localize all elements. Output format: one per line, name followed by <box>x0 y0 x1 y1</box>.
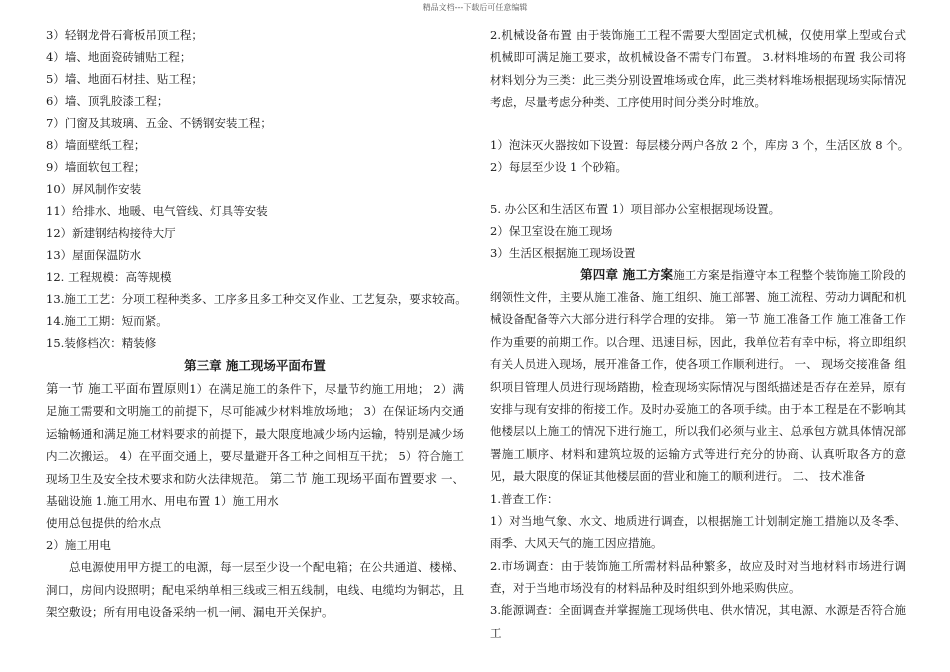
survey-item: 2.市场调查：由于装饰施工所需材料品种繁多，故应及时对当地材料市场进行调查，对于当地市场没有的材料品种及时组织到外地采购供应。 <box>490 558 906 595</box>
chapter-4-block <box>490 264 906 488</box>
list-item: 5）墙、地面石材挂、贴工程； <box>46 72 203 86</box>
office-item: 3）生活区根据施工现场设置 <box>490 245 636 260</box>
list-item: 14.施工工期：短而紧。 <box>46 314 168 328</box>
list-item: 6）墙、顶乳胶漆工程； <box>46 94 169 108</box>
list-item: 13.施工工艺：分项工程种类多、工序多且多工种交叉作业、工艺复杂，要求较高。 <box>46 292 467 306</box>
right-column <box>490 24 910 644</box>
fire-item: 2）每层至少设 1 个砂箱。 <box>490 159 627 174</box>
list-item: 12. 工程规模：高等规模 <box>46 270 172 284</box>
power-body: 总电源使用甲方提工的电源，每一层至少设一个配电箱；在公共通道、楼梯、洞口，房间内设照明；配电采纳单相三线或三相五线制，电线、电缆均为铜芯，且架空敷设；所有用电设备采纳一机一闸、漏电开关保护。 <box>46 560 464 620</box>
survey-item: 1）对当地气象、水文、地质进行调查，以根据施工计划制定施工措施以及冬季、雨季、大风天气的施工因应措施。 <box>490 513 906 551</box>
left-column <box>46 24 467 624</box>
survey-title: 1.普查工作： <box>490 491 559 506</box>
page-header: 精品文档---下载后可任意编辑 <box>422 3 528 12</box>
list-item: 3）轻钢龙骨石膏板吊顶工程； <box>46 28 203 42</box>
list-item: 12）新建钢结构接待大厅 <box>46 226 176 240</box>
list-item: 10）屏风制作安装 <box>46 182 142 196</box>
list-item: 9）墙面软包工程； <box>46 160 146 174</box>
equipment-paragraph: 2.机械设备布置 由于装饰施工工程不需要大型固定式机械，仅使用掌上型或台式机械即可满足施工要求，故机械设备不需专门布置。 3.材料堆场的布置 我公司将材料划分为三类：此三类分别设置堆场或仓库，此三类材料堆场根据现场实际情况考虑，尽量考虑分种类、工序使用时间分类分时堆放。 <box>490 28 906 110</box>
list-item: 7）门窗及其玻璃、五金、不锈钢安装工程； <box>46 116 272 130</box>
section-1-body: 1）在满足施工的条件下，尽量节约施工用地； 2）满足施工需要和文明施工的前提下，尽可能减少材料堆放场地； 3）在保证场内交通运输畅通和满足施工材料要求的前提下，最大限度地减少场内运输，特别是减少场内二次搬运。 4）在平面交通上，要尽量避开各工种之间相互干扰； 5）符合施工现场卫生及安全技术要求和防火法律规范。 <box>46 382 464 486</box>
list-item: 15.装修档次：精装修 <box>46 336 157 350</box>
office-item: 5. 办公区和生活区布置 1）项目部办公室根据现场设置。 <box>490 201 781 216</box>
survey-item: 3.能源调查：全面调查并掌握施工现场供电、供水情况，其电源、水源是否符合施工 <box>490 603 906 640</box>
section-1-title: 第一节 施工平面布置原则 <box>46 381 190 396</box>
list-item: 8）墙面壁纸工程； <box>46 138 146 152</box>
list-item: 13）屋面保温防水 <box>46 248 142 262</box>
list-item: 11）给排水、地暖、电气管线、灯具等安装 <box>46 204 268 218</box>
section-2-title: 第二节 施工现场平面布置要求 <box>265 470 438 486</box>
water-supply-line: 使用总包提供的给水点 <box>46 516 161 531</box>
section-2-body: 一、 基础设施 1.施工用水、用电布置 1）施工用水 <box>46 471 465 509</box>
chapter-4-title: 第四章 施工方案 <box>580 266 674 282</box>
office-item: 2）保卫室设在施工现场 <box>490 223 613 238</box>
section-1-block <box>46 378 464 512</box>
power-title: 2）施工用电 <box>46 538 111 553</box>
list-item: 4）墙、地面瓷砖铺贴工程； <box>46 50 192 64</box>
chapter-3-title: 第三章 施工现场平面布置 <box>184 358 326 373</box>
fire-item: 1）泡沫灭火器按如下设置：每层楼分两户各放 2 个，库房 3 个，生活区放 8 个。 <box>490 137 910 152</box>
chapter-4-body: 施工方案是指遵守本工程整个装饰施工阶段的纲领性文件，主要从施工准备、施工组织、施工部署、施工流程、劳动力调配和机械设备配备等六大部分进行科学合理的安排。 第一节 施工准备工作 施工准备工作作为重要的前期工作。以合理、迅速目标，因此，我单位若有幸中标，将立即组织有关人员进入现场，展开准备工作，使各项工作顺利进行。 一、 现场交接准备 组织项目管理人员进行现场踏勘，检查现场实际情况与图纸描述是否存在差异，原有安排与现有安排的衔接工作。及时办妥施工的各项手续。由于本工程是在不影响其他楼层以上施工的情况下进行施工，所以我们必须与业主、总承包方就具体情况部署施工顺序、材料和建筑垃圾的运输方式等进行充分的协商、认真听取各方的意见，最大限度的保证其他楼层面的营业和施工的顺利进行。 二、 技术准备 <box>490 267 906 484</box>
